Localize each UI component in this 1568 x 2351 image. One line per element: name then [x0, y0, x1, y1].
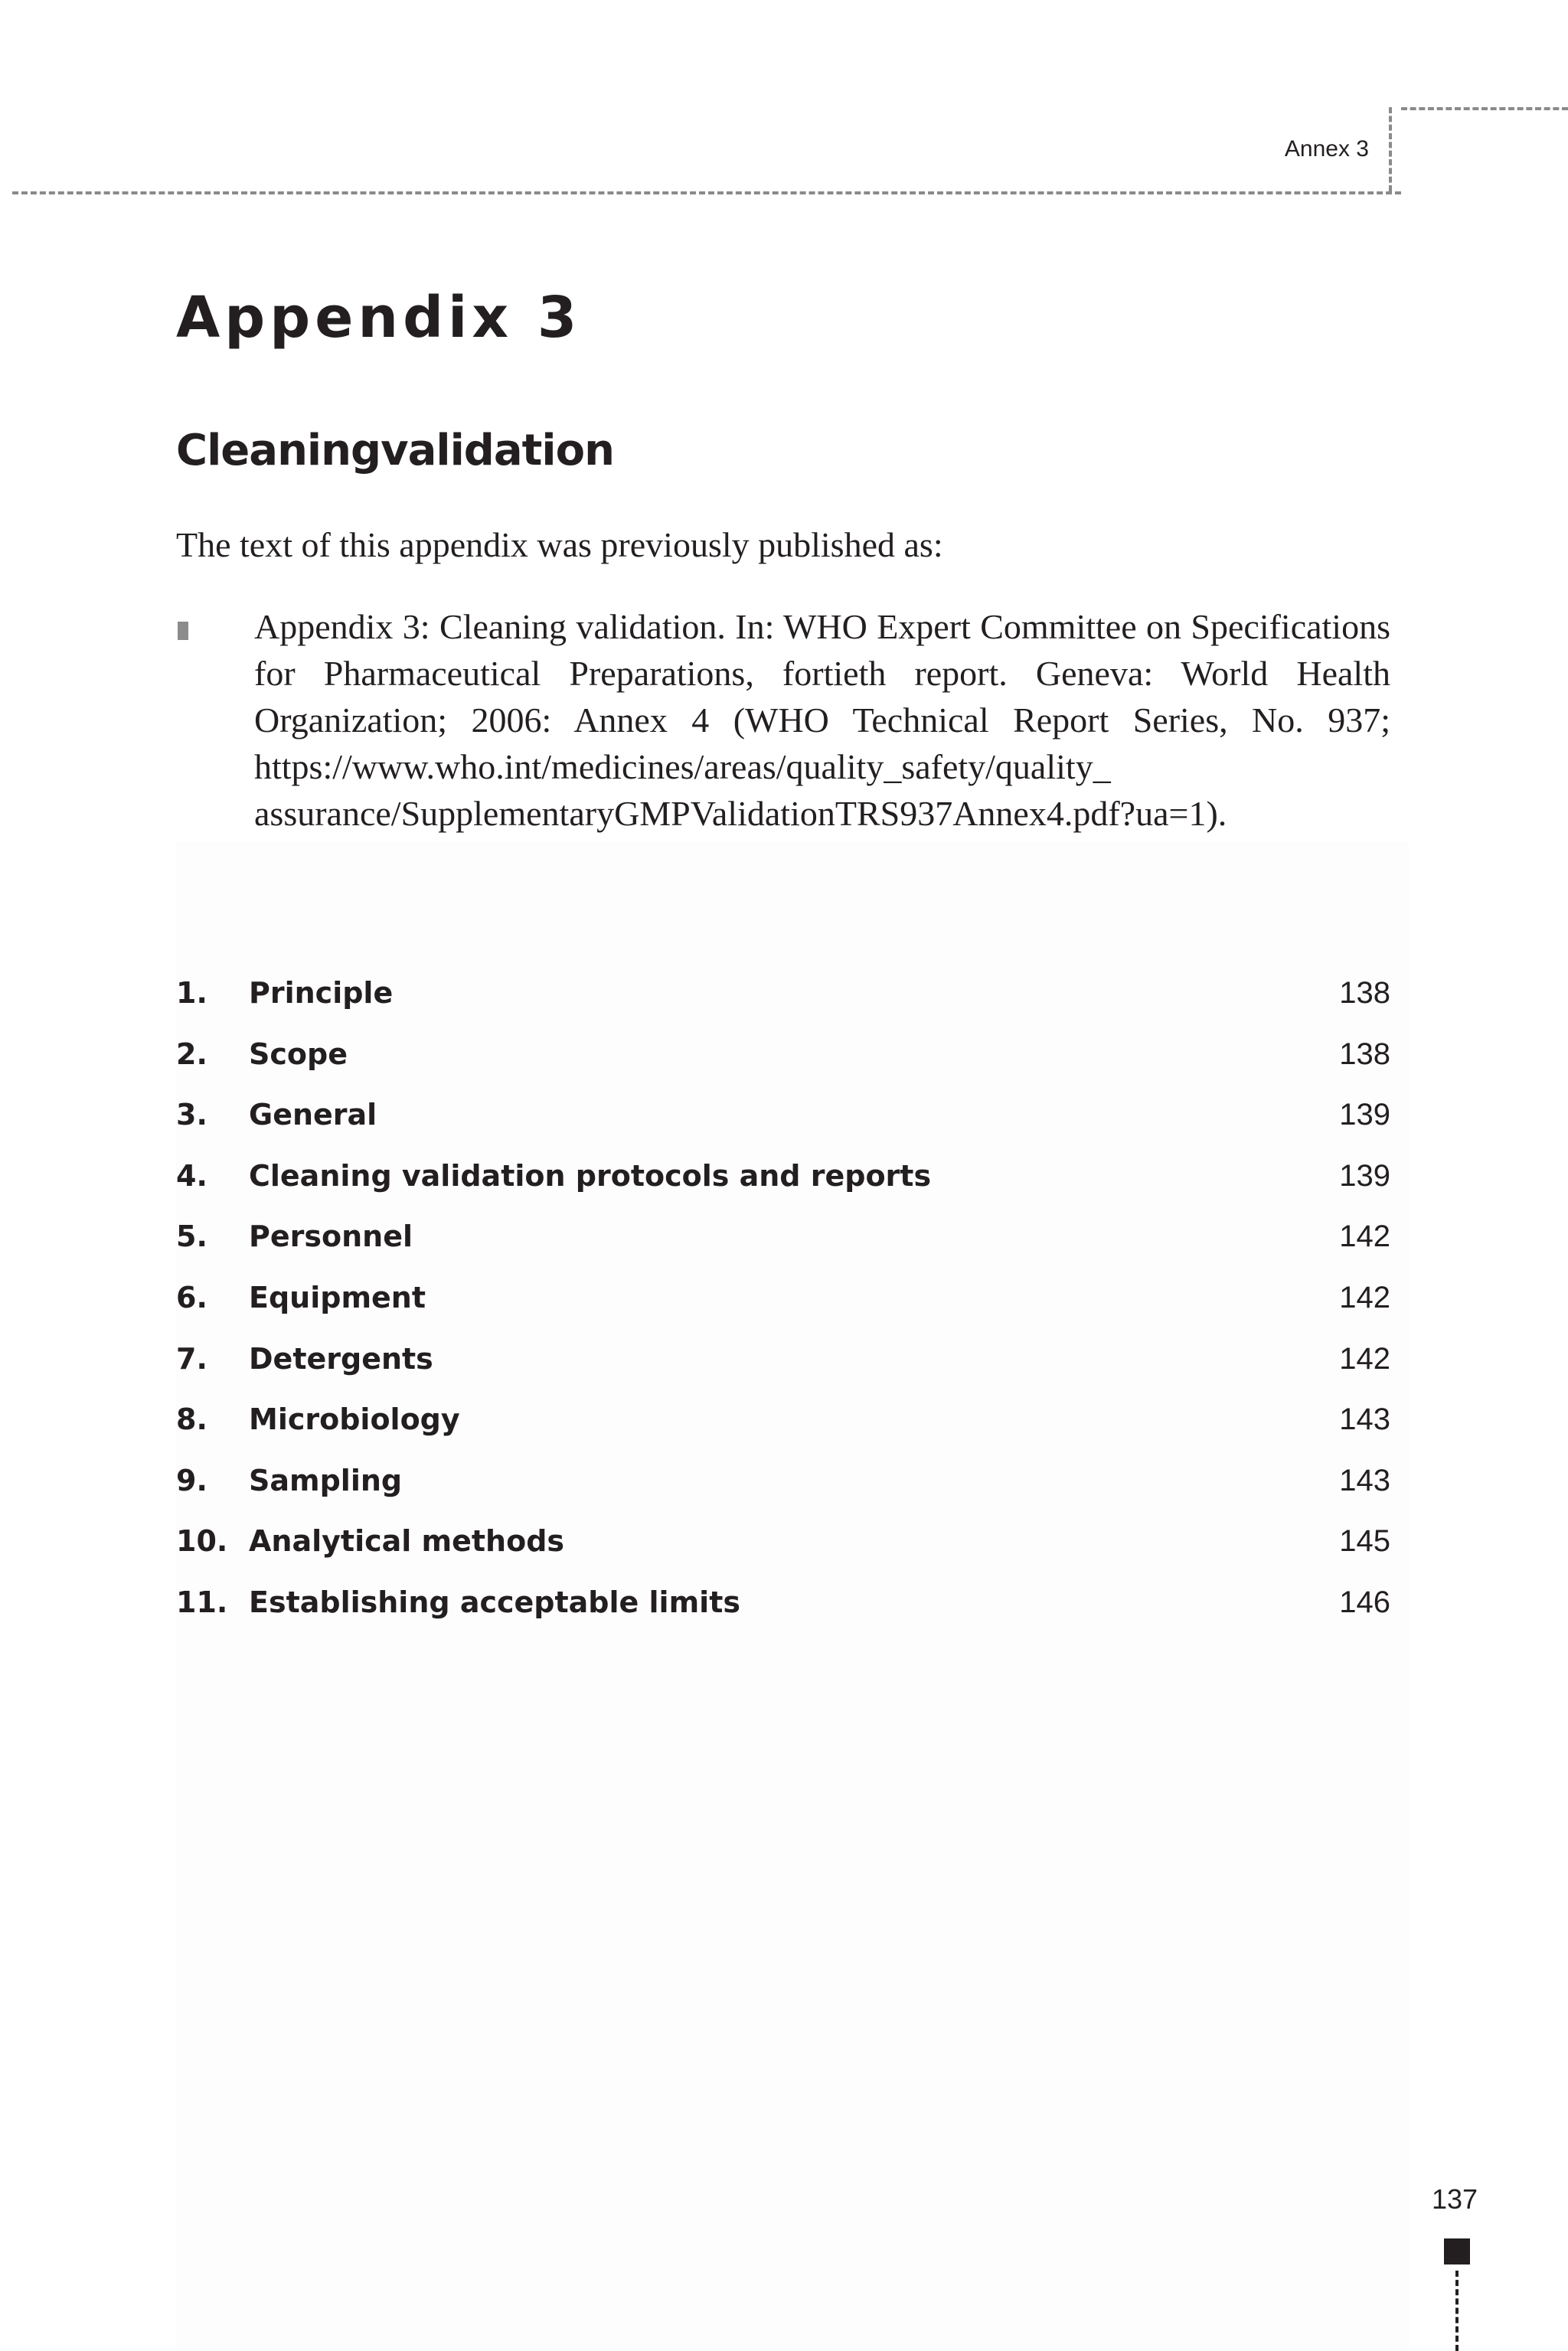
toc-number: 3. [176, 1098, 207, 1132]
toc-entry[interactable] [176, 1402, 1390, 1464]
toc-label: Cleaning validation protocols and reports [249, 1158, 932, 1193]
toc-number: 6. [176, 1280, 207, 1314]
toc-label: Personnel [249, 1220, 413, 1254]
toc-number: 5. [176, 1220, 207, 1254]
toc-number: 10. [176, 1524, 228, 1559]
running-head: Annex 3 [1284, 136, 1369, 162]
toc-entry[interactable] [176, 976, 1390, 1037]
toc-page: 142 [1339, 1341, 1390, 1376]
toc-page: 146 [1339, 1585, 1390, 1619]
toc-number: 2. [176, 1037, 207, 1071]
toc-entry[interactable] [176, 1585, 1390, 1647]
footer-square-marker [1444, 2238, 1470, 2264]
toc-number: 1. [176, 976, 207, 1010]
footer-dashed-rule [1455, 2271, 1459, 2351]
toc-label: Microbiology [249, 1402, 460, 1437]
toc-page: 139 [1339, 1158, 1390, 1193]
toc-number: 9. [176, 1463, 207, 1497]
toc-entry[interactable] [176, 1524, 1390, 1585]
toc-label: Equipment [249, 1280, 426, 1314]
toc-label: Scope [249, 1037, 348, 1071]
toc-entry[interactable] [176, 1159, 1390, 1220]
appendix-title: Appendix 3 [176, 285, 582, 351]
bullet-icon [178, 622, 188, 640]
toc-entry[interactable] [176, 1281, 1390, 1342]
section-title: Cleaningvalidation [176, 426, 614, 475]
toc-page: 142 [1339, 1220, 1390, 1254]
toc-number: 7. [176, 1341, 207, 1376]
toc-number: 11. [176, 1585, 228, 1619]
toc-label: Establishing acceptable limits [249, 1585, 740, 1619]
toc-number: 4. [176, 1158, 207, 1193]
header-dashed-rule-top [1401, 107, 1568, 110]
page-number: 137 [1432, 2183, 1478, 2215]
toc-page: 143 [1339, 1402, 1390, 1437]
header-dashed-rule-corner [1389, 107, 1392, 191]
toc-page: 142 [1339, 1280, 1390, 1314]
reference-text: Appendix 3: Cleaning validation. In: WHO Expert Committee on Specifications for Pharmaceutical Preparations, fortieth report. Geneva: World Health Organization; 2006: Annex 4 (WHO Technical Report Series, No. 937; https://www.who.int/medicines/areas/quality_safety/quality_ assurance/SupplementaryGMPValidationTRS937Annex4.pdf?ua=1). [254, 607, 1390, 833]
toc-page: 139 [1339, 1098, 1390, 1132]
table-of-contents [176, 976, 1390, 1647]
toc-page: 145 [1339, 1524, 1390, 1559]
toc-page: 143 [1339, 1463, 1390, 1497]
toc-entry[interactable] [176, 1098, 1390, 1159]
toc-page: 138 [1339, 1037, 1390, 1071]
intro-text: The text of this appendix was previously published as: [176, 525, 943, 564]
toc-entry[interactable] [176, 1220, 1390, 1281]
toc-entry[interactable] [176, 1037, 1390, 1099]
toc-page: 138 [1339, 976, 1390, 1010]
toc-entry[interactable] [176, 1342, 1390, 1403]
toc-label: Analytical methods [249, 1524, 565, 1559]
toc-label: Principle [249, 976, 394, 1010]
toc-entry[interactable] [176, 1464, 1390, 1525]
header-dashed-rule [12, 191, 1401, 194]
toc-label: Detergents [249, 1341, 433, 1376]
toc-number: 8. [176, 1402, 207, 1437]
toc-label: Sampling [249, 1463, 403, 1497]
toc-label: General [249, 1098, 377, 1132]
